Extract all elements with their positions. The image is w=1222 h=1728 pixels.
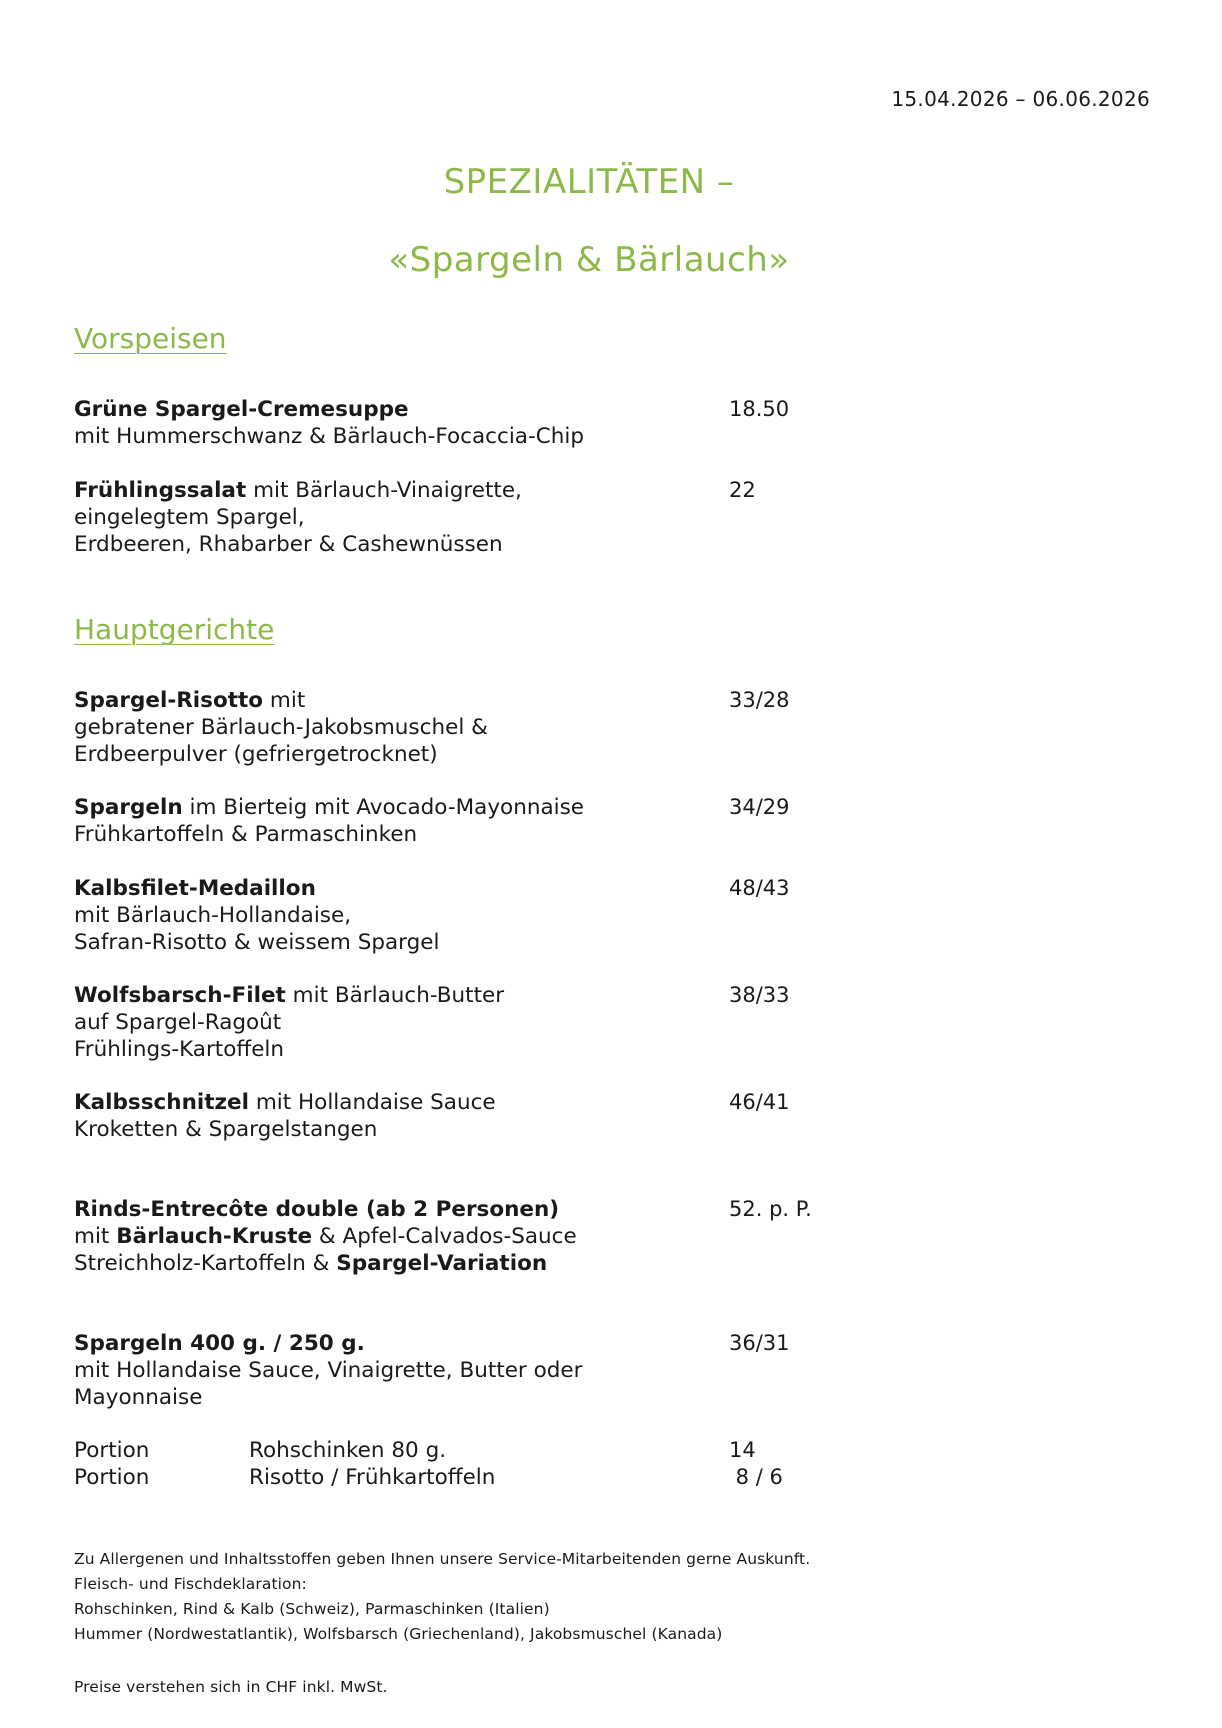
item-name: Rinds-Entrecôte double (ab 2 Personen) [74,1197,560,1222]
declaration-fish: Hummer (Nordwestatlantik), Wolfsbarsch (Griechenland), Jakobsmuschel (Kanada) [74,1625,723,1643]
menu-item [74,396,714,450]
item-description: mit Bärlauch-Hollandaise, [74,903,352,928]
item-name: Kalbsschnitzel [74,1090,249,1115]
menu-item [74,477,714,558]
item-description: mit Hummerschwanz & Bärlauch-Focaccia-Chip [74,424,584,449]
portion-price: 14 [729,1438,756,1462]
menu-item [74,687,714,768]
item-name: Kalbsfilet-Medaillon [74,876,316,901]
portion-label: Portion [74,1465,150,1490]
item-description: Erdbeerpulver (gefriergetrocknet) [74,742,438,767]
item-description: mit [74,1224,117,1249]
menu-item [74,875,714,956]
section-heading-hauptgerichte: Hauptgerichte [74,613,275,646]
portion-price: 8 / 6 [729,1465,783,1489]
item-description: Mayonnaise [74,1385,203,1410]
date-range: 15.04.2026 – 06.06.2026 [891,87,1150,111]
item-price: 38/33 [729,983,790,1007]
item-description: auf Spargel-Ragoût [74,1010,282,1035]
menu-subtitle: «Spargeln & Bärlauch» [388,240,790,280]
item-description: Frühlings-Kartoffeln [74,1037,285,1062]
declaration-title: Fleisch- und Fischdeklaration: [74,1575,307,1593]
menu-item [74,1089,714,1143]
item-description: Erdbeeren, Rhabarber & Cashewnüssen [74,532,503,557]
item-price: 34/29 [729,795,790,819]
item-name: Wolfsbarsch-Filet [74,983,286,1008]
item-name: Frühlingssalat [74,478,247,503]
item-name: Spargeln 400 g. / 250 g. [74,1331,365,1356]
item-description: mit Bärlauch-Vinaigrette, [246,478,522,503]
item-name: Spargeln [74,795,183,820]
declaration-meat: Rohschinken, Rind & Kalb (Schweiz), Parmaschinken (Italien) [74,1600,550,1618]
portion-name: Rohschinken 80 g. [249,1438,447,1463]
item-price: 22 [729,478,756,502]
item-description: Kroketten & Spargelstangen [74,1117,378,1142]
item-price: 48/43 [729,876,790,900]
item-description: mit Hollandaise Sauce, Vinaigrette, Butter oder [74,1358,583,1383]
portion-name: Risotto / Frühkartoffeln [249,1465,496,1490]
item-description: Frühkartoffeln & Parmaschinken [74,822,418,847]
item-description: Streichholz-Kartoffeln & [74,1251,337,1276]
item-description: im Bierteig mit Avocado-Mayonnaise [182,795,585,820]
prices-note: Preise verstehen sich in CHF inkl. MwSt. [74,1678,388,1696]
item-price: 18.50 [729,397,790,421]
allergen-note: Zu Allergenen und Inhaltsstoffen geben Ihnen unsere Service-Mitarbeitenden gerne Auskunft. [74,1550,811,1568]
menu-item [74,1196,714,1277]
menu-item [74,794,714,848]
menu-title: SPEZIALITÄTEN – [443,162,735,202]
item-highlight: Bärlauch-Kruste [116,1224,313,1249]
item-description: mit [263,688,306,713]
item-name: Spargel-Risotto [74,688,264,713]
item-description: mit Hollandaise Sauce [249,1090,496,1115]
section-heading-vorspeisen: Vorspeisen [74,322,227,355]
item-price: 33/28 [729,688,790,712]
menu-item [74,1330,714,1411]
item-description: eingelegtem Spargel, [74,505,305,530]
item-price: 46/41 [729,1090,790,1114]
item-price: 36/31 [729,1331,790,1355]
item-name: Grüne Spargel-Cremesuppe [74,397,409,422]
item-price: 52. p. P. [729,1197,812,1221]
portion-label: Portion [74,1438,150,1463]
item-description: & Apfel-Calvados-Sauce [312,1224,577,1249]
item-description: gebratener Bärlauch-Jakobsmuschel & [74,715,488,740]
item-highlight: Spargel-Variation [336,1251,548,1276]
menu-item [74,982,714,1063]
item-description: Safran-Risotto & weissem Spargel [74,930,440,955]
item-description: mit Bärlauch-Butter [285,983,505,1008]
